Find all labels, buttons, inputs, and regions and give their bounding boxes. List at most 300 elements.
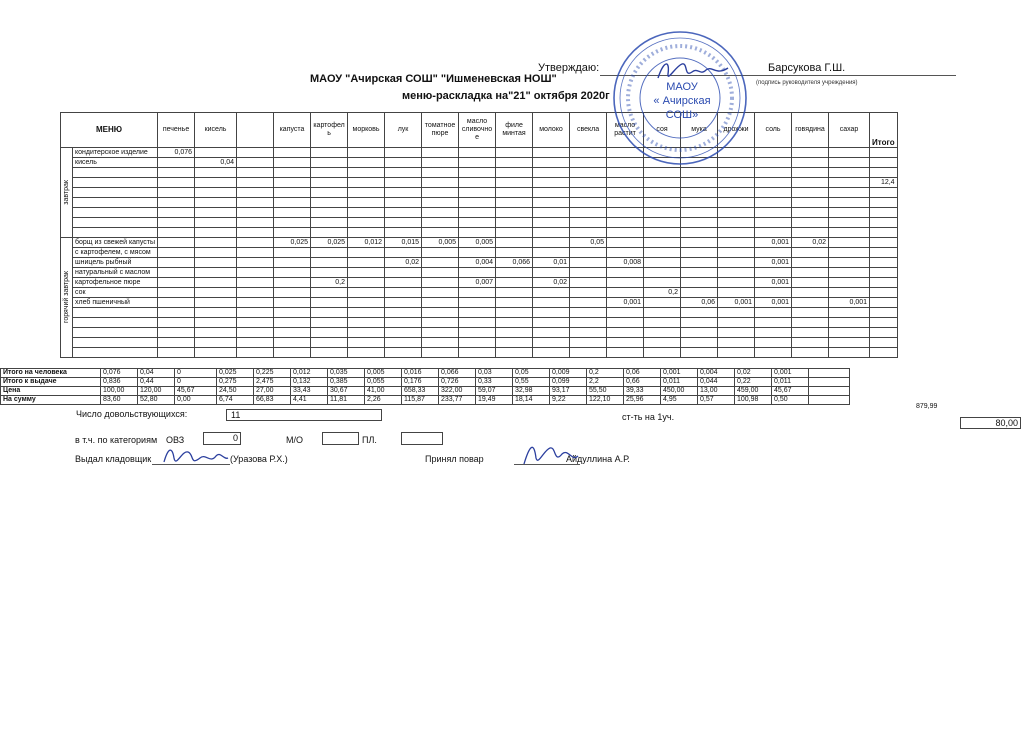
quantity-cell <box>718 318 755 328</box>
quantity-cell <box>274 348 311 358</box>
quantity-cell <box>792 218 829 228</box>
quantity-cell <box>385 168 422 178</box>
eaters-value: 11 <box>226 409 382 421</box>
quantity-cell <box>755 148 792 158</box>
quantity-cell <box>681 228 718 238</box>
totals-value: 0 <box>175 378 217 387</box>
quantity-cell <box>158 268 195 278</box>
totals-value: 18,14 <box>513 396 550 405</box>
quantity-cell <box>237 188 274 198</box>
quantity-cell <box>158 208 195 218</box>
quantity-cell <box>792 268 829 278</box>
totals-value: 0,012 <box>291 369 328 378</box>
quantity-cell <box>459 198 496 208</box>
dish-name <box>73 228 158 238</box>
quantity-cell <box>348 268 385 278</box>
quantity-cell <box>385 198 422 208</box>
quantity-cell <box>496 148 533 158</box>
quantity-cell <box>496 158 533 168</box>
quantity-cell <box>829 218 870 228</box>
row-total <box>870 308 898 318</box>
quantity-cell <box>237 258 274 268</box>
quantity-cell <box>195 148 237 158</box>
quantity-cell <box>792 178 829 188</box>
storekeeper-signature <box>160 442 230 472</box>
quantity-cell <box>348 228 385 238</box>
quantity-cell <box>195 328 237 338</box>
quantity-cell <box>195 338 237 348</box>
quantity-cell <box>459 188 496 198</box>
totals-value: 2,26 <box>365 396 402 405</box>
row-total <box>870 148 898 158</box>
quantity-cell <box>496 208 533 218</box>
menu-row <box>61 328 898 338</box>
quantity-cell <box>311 188 348 198</box>
totals-row <box>1 378 850 387</box>
totals-value: 0,044 <box>698 378 735 387</box>
quantity-cell <box>385 278 422 288</box>
quantity-cell <box>792 308 829 318</box>
quantity-cell <box>237 168 274 178</box>
quantity-cell <box>195 258 237 268</box>
totals-value: 41,00 <box>365 387 402 396</box>
quantity-cell <box>681 208 718 218</box>
quantity-cell <box>311 308 348 318</box>
document-title: меню-раскладка на"21" октября 2020г <box>402 90 610 102</box>
quantity-cell <box>570 168 607 178</box>
totals-value: 13,00 <box>698 387 735 396</box>
quantity-cell <box>496 198 533 208</box>
menu-row <box>61 318 898 328</box>
quantity-cell <box>607 288 644 298</box>
quantity-cell <box>755 188 792 198</box>
quantity-cell <box>533 158 570 168</box>
quantity-cell <box>237 308 274 318</box>
totals-value: 100,98 <box>735 396 772 405</box>
quantity-cell <box>158 348 195 358</box>
row-total <box>870 188 898 198</box>
quantity-cell <box>681 258 718 268</box>
quantity-cell <box>533 148 570 158</box>
dish-name <box>73 328 158 338</box>
quantity-cell <box>274 298 311 308</box>
totals-value: 0,076 <box>101 369 138 378</box>
quantity-cell <box>829 328 870 338</box>
section-label: завтрак <box>62 180 70 205</box>
quantity-cell <box>274 228 311 238</box>
quantity-cell <box>348 198 385 208</box>
quantity-cell <box>533 268 570 278</box>
totals-value: 0,055 <box>365 378 402 387</box>
menu-row <box>61 218 898 228</box>
quantity-cell <box>195 168 237 178</box>
menu-grid <box>60 112 898 358</box>
totals-value: 450,00 <box>661 387 698 396</box>
quantity-cell <box>829 318 870 328</box>
quantity-cell <box>158 308 195 318</box>
quantity-cell <box>755 168 792 178</box>
totals-value: 4,41 <box>291 396 328 405</box>
quantity-cell <box>792 208 829 218</box>
quantity-cell <box>718 248 755 258</box>
quantity-cell <box>348 328 385 338</box>
totals-value: 0,00 <box>175 396 217 405</box>
quantity-cell: 0,02 <box>533 278 570 288</box>
quantity-cell <box>422 248 459 258</box>
quantity-cell <box>792 258 829 268</box>
quantity-cell <box>607 268 644 278</box>
quantity-cell <box>533 298 570 308</box>
totals-value: 39,33 <box>624 387 661 396</box>
quantity-cell <box>607 348 644 358</box>
quantity-cell <box>496 308 533 318</box>
ingredient-header: соя <box>644 113 681 148</box>
quantity-cell <box>385 248 422 258</box>
quantity-cell <box>496 348 533 358</box>
quantity-cell <box>311 178 348 188</box>
quantity-cell <box>158 168 195 178</box>
menu-header: МЕНЮ <box>61 113 158 148</box>
quantity-cell <box>237 218 274 228</box>
quantity-cell <box>274 148 311 158</box>
quantity-cell <box>496 178 533 188</box>
quantity-cell <box>311 248 348 258</box>
quantity-cell <box>422 328 459 338</box>
totals-empty <box>809 369 850 378</box>
quantity-cell <box>237 278 274 288</box>
quantity-cell <box>792 328 829 338</box>
quantity-cell <box>237 158 274 168</box>
quantity-cell <box>792 198 829 208</box>
totals-value: 0,385 <box>328 378 365 387</box>
quantity-cell <box>422 198 459 208</box>
quantity-cell <box>607 178 644 188</box>
quantity-cell <box>718 208 755 218</box>
quantity-cell <box>348 338 385 348</box>
menu-table <box>60 112 898 358</box>
totals-value: 0,55 <box>513 378 550 387</box>
totals-value: 30,67 <box>328 387 365 396</box>
menu-row <box>61 158 898 168</box>
section-label: горячий завтрак <box>62 271 70 324</box>
quantity-cell <box>829 188 870 198</box>
quantity-cell <box>195 268 237 278</box>
ingredient-header: картофел ь <box>311 113 348 148</box>
pl-value <box>401 432 443 445</box>
quantity-cell <box>718 168 755 178</box>
quantity-cell <box>348 148 385 158</box>
quantity-cell <box>829 178 870 188</box>
quantity-cell: 0,076 <box>158 148 195 158</box>
totals-value: 9,22 <box>550 396 587 405</box>
quantity-cell <box>237 178 274 188</box>
school-name: МАОУ "Ачирская СОШ" "Ишменевская НОШ" <box>310 73 557 85</box>
dish-name <box>73 308 158 318</box>
quantity-cell <box>533 288 570 298</box>
row-total <box>870 228 898 238</box>
quantity-cell <box>459 158 496 168</box>
quantity-cell <box>348 158 385 168</box>
quantity-cell <box>533 348 570 358</box>
quantity-cell: 0,005 <box>459 238 496 248</box>
quantity-cell <box>348 298 385 308</box>
row-total <box>870 288 898 298</box>
quantity-cell <box>829 278 870 288</box>
row-total <box>870 298 898 308</box>
totals-value: 0,03 <box>476 369 513 378</box>
totals-value: 59,07 <box>476 387 513 396</box>
totals-value: 0,035 <box>328 369 365 378</box>
quantity-cell <box>459 288 496 298</box>
quantity-cell <box>274 218 311 228</box>
quantity-cell <box>829 238 870 248</box>
totals-value: 11,81 <box>328 396 365 405</box>
stamp-line-3: СОШ» <box>665 109 699 121</box>
quantity-cell <box>385 308 422 318</box>
quantity-cell <box>570 348 607 358</box>
quantity-cell <box>681 278 718 288</box>
totals-value: 233,77 <box>439 396 476 405</box>
totals-value: 0,33 <box>476 378 513 387</box>
quantity-cell: 0,001 <box>607 298 644 308</box>
quantity-cell <box>644 248 681 258</box>
quantity-cell: 0,001 <box>755 258 792 268</box>
quantity-cell <box>570 258 607 268</box>
dish-name: с картофелем, с мясом <box>73 248 158 258</box>
quantity-cell <box>533 208 570 218</box>
totals-value: 0,016 <box>402 369 439 378</box>
quantity-cell <box>792 338 829 348</box>
ingredient-header: лук <box>385 113 422 148</box>
quantity-cell <box>644 168 681 178</box>
quantity-cell <box>792 288 829 298</box>
menu-row <box>61 168 898 178</box>
quantity-cell <box>274 268 311 278</box>
quantity-cell <box>348 178 385 188</box>
quantity-cell: 0,008 <box>607 258 644 268</box>
menu-row <box>61 308 898 318</box>
row-total <box>870 338 898 348</box>
quantity-cell <box>644 278 681 288</box>
quantity-cell <box>570 208 607 218</box>
quantity-cell <box>459 218 496 228</box>
quantity-cell <box>311 208 348 218</box>
quantity-cell: 0,06 <box>681 298 718 308</box>
dish-name: сок <box>73 288 158 298</box>
grand-total: 879,99 <box>916 403 938 410</box>
ingredient-header: мука <box>681 113 718 148</box>
dish-name <box>73 318 158 328</box>
mo-label: М/О <box>286 435 303 445</box>
quantity-cell <box>718 348 755 358</box>
ingredient-header: сахар <box>829 113 870 148</box>
quantity-cell <box>718 268 755 278</box>
quantity-cell <box>755 308 792 318</box>
issued-label: Выдал кладовщик <box>75 454 152 464</box>
quantity-cell: 0,2 <box>644 288 681 298</box>
quantity-cell <box>644 238 681 248</box>
quantity-cell <box>607 308 644 318</box>
quantity-cell <box>348 318 385 328</box>
quantity-cell <box>570 178 607 188</box>
quantity-cell <box>755 198 792 208</box>
quantity-cell <box>570 338 607 348</box>
menu-row <box>61 178 898 188</box>
quantity-cell <box>158 318 195 328</box>
row-total <box>870 268 898 278</box>
quantity-cell <box>644 178 681 188</box>
quantity-cell <box>158 288 195 298</box>
quantity-cell <box>755 218 792 228</box>
dish-name: кисель <box>73 158 158 168</box>
totals-value: 0,2 <box>587 369 624 378</box>
quantity-cell <box>570 318 607 328</box>
quantity-cell <box>607 208 644 218</box>
totals-value: 0 <box>175 369 217 378</box>
menu-row <box>61 248 898 258</box>
ingredient-header: масло сливочно е <box>459 113 496 148</box>
ingredient-header: говядина <box>792 113 829 148</box>
quantity-cell <box>274 288 311 298</box>
totals-value: 27,00 <box>254 387 291 396</box>
quantity-cell <box>385 208 422 218</box>
quantity-cell <box>385 218 422 228</box>
menu-row <box>61 188 898 198</box>
quantity-cell <box>533 238 570 248</box>
quantity-cell <box>496 168 533 178</box>
totals-value: 100,00 <box>101 387 138 396</box>
totals-row-label: Итого на человека <box>1 369 101 378</box>
menu-row <box>61 238 898 248</box>
totals-value: 52,80 <box>138 396 175 405</box>
row-total <box>870 248 898 258</box>
quantity-cell <box>158 218 195 228</box>
quantity-cell <box>459 268 496 278</box>
quantity-cell <box>755 328 792 338</box>
quantity-cell <box>829 268 870 278</box>
totals-empty <box>809 396 850 405</box>
quantity-cell <box>195 288 237 298</box>
totals-value: 0,001 <box>772 369 809 378</box>
quantity-cell <box>237 268 274 278</box>
approve-label: Утверждаю: <box>538 62 600 74</box>
pl-label: ПЛ. <box>362 435 377 445</box>
quantity-cell <box>237 328 274 338</box>
quantity-cell <box>195 198 237 208</box>
quantity-cell: 0,004 <box>459 258 496 268</box>
ingredient-header: морковь <box>348 113 385 148</box>
quantity-cell <box>459 148 496 158</box>
totals-row <box>1 396 850 405</box>
quantity-cell <box>195 228 237 238</box>
totals-row-label: На сумму <box>1 396 101 405</box>
quantity-cell <box>570 158 607 168</box>
quantity-cell <box>496 268 533 278</box>
quantity-cell <box>158 298 195 308</box>
quantity-cell <box>681 288 718 298</box>
row-total <box>870 168 898 178</box>
dish-name: картофельное пюре <box>73 278 158 288</box>
quantity-cell <box>496 228 533 238</box>
quantity-cell <box>274 178 311 188</box>
quantity-cell <box>496 288 533 298</box>
quantity-cell <box>237 198 274 208</box>
quantity-cell <box>422 348 459 358</box>
totals-empty <box>809 387 850 396</box>
quantity-cell <box>644 258 681 268</box>
quantity-cell <box>311 168 348 178</box>
quantity-cell: 0,007 <box>459 278 496 288</box>
quantity-cell <box>681 168 718 178</box>
menu-row <box>61 208 898 218</box>
menu-row <box>61 288 898 298</box>
quantity-cell <box>459 308 496 318</box>
quantity-cell <box>422 208 459 218</box>
quantity-cell <box>348 218 385 228</box>
totals-value: 25,96 <box>624 396 661 405</box>
quantity-cell <box>311 268 348 278</box>
quantity-cell <box>459 228 496 238</box>
quantity-cell <box>385 318 422 328</box>
quantity-cell <box>533 168 570 178</box>
quantity-cell <box>570 298 607 308</box>
quantity-cell <box>237 208 274 218</box>
quantity-cell <box>755 338 792 348</box>
quantity-cell <box>570 328 607 338</box>
ovz-value: 0 <box>203 432 241 445</box>
quantity-cell: 0,025 <box>274 238 311 248</box>
ingredient-header: соль <box>755 113 792 148</box>
quantity-cell <box>348 258 385 268</box>
totals-value: 0,011 <box>772 378 809 387</box>
quantity-cell <box>459 298 496 308</box>
quantity-cell <box>570 288 607 298</box>
quantity-cell <box>718 198 755 208</box>
quantity-cell <box>422 258 459 268</box>
quantity-cell <box>681 338 718 348</box>
dish-name: борщ из свежей капусты <box>73 238 158 248</box>
row-total <box>870 258 898 268</box>
quantity-cell <box>607 228 644 238</box>
dish-name <box>73 208 158 218</box>
totals-value: 0,66 <box>624 378 661 387</box>
quantity-cell <box>274 208 311 218</box>
quantity-cell <box>718 338 755 348</box>
quantity-cell <box>237 288 274 298</box>
quantity-cell <box>570 218 607 228</box>
ingredient-header: томатное пюре <box>422 113 459 148</box>
quantity-cell <box>792 348 829 358</box>
quantity-cell <box>496 318 533 328</box>
quantity-cell <box>755 288 792 298</box>
quantity-cell <box>422 318 459 328</box>
quantity-cell <box>718 218 755 228</box>
quantity-cell <box>644 328 681 338</box>
quantity-cell: 0,025 <box>311 238 348 248</box>
totals-value: 93,17 <box>550 387 587 396</box>
quantity-cell <box>459 328 496 338</box>
quantity-cell <box>607 338 644 348</box>
totals-value: 0,44 <box>138 378 175 387</box>
totals-value: 0,066 <box>439 369 476 378</box>
dish-name <box>73 338 158 348</box>
quantity-cell <box>607 168 644 178</box>
totals-value: 4,95 <box>661 396 698 405</box>
quantity-cell <box>718 278 755 288</box>
quantity-cell <box>311 198 348 208</box>
quantity-cell <box>644 228 681 238</box>
totals-value: 0,05 <box>513 369 550 378</box>
